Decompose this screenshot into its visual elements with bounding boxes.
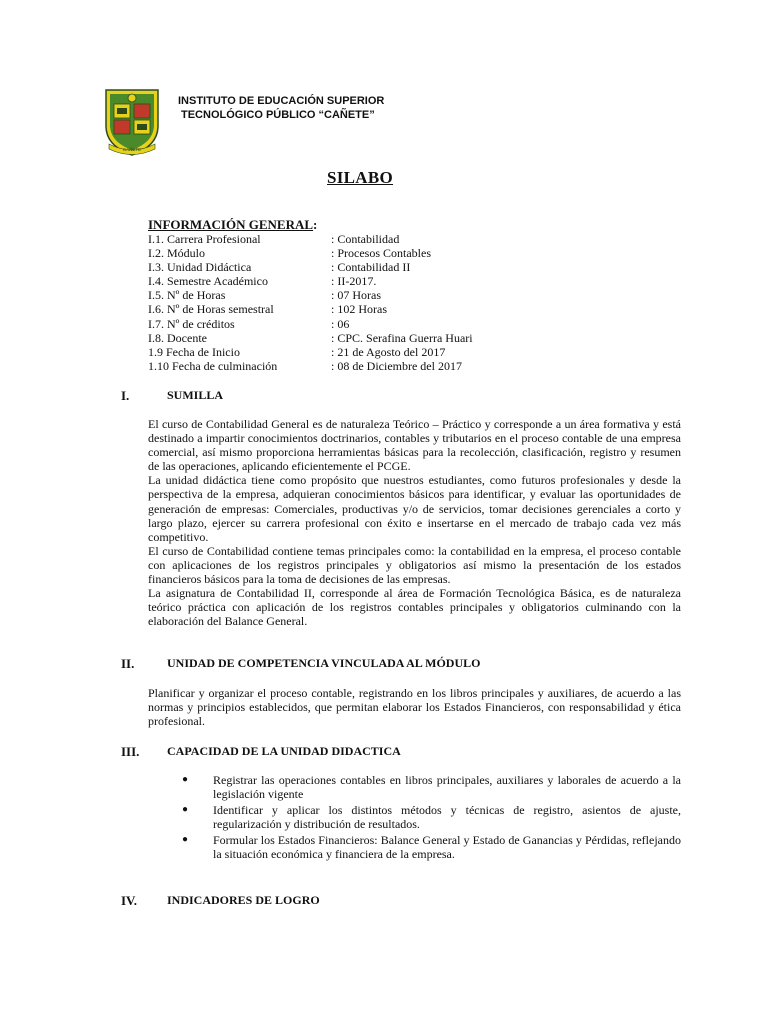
info-row <box>148 359 568 373</box>
info-value: : 102 Horas <box>331 302 387 317</box>
document-title: SILABO <box>327 168 394 187</box>
info-value: : 07 Horas <box>331 288 381 303</box>
institute-line-1: INSTITUTO DE EDUCACIÓN SUPERIOR <box>178 95 385 107</box>
list-item-text: Registrar las operaciones contables en libros principales, auxiliares y laborales de acuerdo a la legislación vigente <box>213 773 681 802</box>
list-item-text: Formular los Estados Financieros: Balance General y Estado de Ganancias y Pérdidas, reflejando la situación económica y financiera de la empresa. <box>213 833 681 862</box>
info-row <box>148 260 568 274</box>
info-row <box>148 317 568 331</box>
info-row <box>148 288 568 302</box>
paragraph: La unidad didáctica tiene como propósito que nuestros estudiantes, como futuros profesionales y desde la perspectiva de la empresa, adquieran conocimientos básicos para identificar, y evaluar las oportunidades de generación de empresas: Comerciales, productivas y/o de servicios, tomar decisiones gerenciales a corto y largo plazo, ejercer su carrera profesional con éxito e insertarse en el mercado de trabajo cada vez más competitivo. <box>148 473 681 544</box>
info-value: : 06 <box>331 316 350 331</box>
crest-motto: CAÑETE <box>122 147 142 152</box>
info-label: I.5. Nº de Horas <box>148 288 226 303</box>
list-item <box>182 833 681 862</box>
section-title: INDICADORES DE LOGRO <box>167 893 320 907</box>
section-number: I. <box>121 388 130 403</box>
list-item <box>182 773 681 802</box>
info-label: I.2. Módulo <box>148 246 205 261</box>
capacity-bullet-list <box>182 773 681 864</box>
info-heading <box>148 217 317 233</box>
info-label: 1.9 Fecha de Inicio <box>148 344 240 359</box>
paragraph: Planificar y organizar el proceso contable, registrando en los libros principales y auxiliares, de acuerdo a las normas y principios establecidos, que permitan elaborar los Estados Financieros, con responsabilidad y ética profesional. <box>148 686 681 729</box>
info-label: I.8. Docente <box>148 330 207 345</box>
info-value: : II-2017. <box>331 274 377 289</box>
info-value: : CPC. Serafina Guerra Huari <box>331 330 473 345</box>
section-title: UNIDAD DE COMPETENCIA VINCULADA AL MÓDULO <box>167 656 481 670</box>
list-item-text: Identificar y aplicar los distintos métodos y técnicas de registro, asientos de ajuste, regularización y distribución de resultados. <box>213 803 681 832</box>
info-label: 1.10 Fecha de culminación <box>148 358 278 373</box>
institute-line-2: TECNOLÓGICO PÚBLICO “CAÑETE” <box>181 109 375 121</box>
list-item <box>182 803 681 832</box>
section-title: CAPACIDAD DE LA UNIDAD DIDACTICA <box>167 744 401 758</box>
paragraph: El curso de Contabilidad General es de naturaleza Teórico – Práctico y corresponde a un área formativa y está destinado a impartir conocimientos doctrinarios, contables y tributarios en el proceso contable de una empresa comercial, así mismo proporciona herramientas básicas para la recolección, clasificación, registro y resumen de las operaciones, aplicando eficientemente el PCGE. <box>148 417 681 474</box>
section-competencia-body <box>148 686 681 728</box>
info-row <box>148 274 568 288</box>
info-label: I.1. Carrera Profesional <box>148 232 261 246</box>
info-row <box>148 331 568 345</box>
info-label: I.7. Nº de créditos <box>148 316 235 331</box>
bullet-icon: ● <box>182 834 189 846</box>
paragraph: El curso de Contabilidad contiene temas principales como: la contabilidad en la empresa, el proceso contable con aplicaciones de los registros principales y obligatorios así mismo la presentación de los estados financieros básicos para la toma de decisiones de las empresas. <box>148 543 681 587</box>
section-number: II. <box>121 656 135 671</box>
info-value: : Contabilidad <box>331 232 400 246</box>
info-value: : 21 de Agosto del 2017 <box>331 344 446 359</box>
info-row <box>148 232 568 246</box>
info-row <box>148 345 568 359</box>
section-title: SUMILLA <box>167 388 224 402</box>
bullet-icon: ● <box>182 804 189 816</box>
info-heading-text: INFORMACIÓN GENERAL <box>148 217 314 232</box>
institute-name <box>178 94 384 122</box>
paragraph: La asignatura de Contabilidad II, corresponde al área de Formación Tecnológica Básica, es de naturaleza teórico práctica con aplicación de los registros contables principales y obligatorios culminando con la elaboración del Balance General. <box>148 586 681 629</box>
info-value: : Contabilidad II <box>331 260 411 275</box>
general-info-list <box>148 232 568 373</box>
section-number: IV. <box>121 893 138 908</box>
info-value: : 08 de Diciembre del 2017 <box>331 358 462 373</box>
info-label: I.3. Unidad Didáctica <box>148 260 252 275</box>
info-label: I.6. Nº de Horas semestral <box>148 302 274 317</box>
info-row <box>148 302 568 316</box>
info-row <box>148 246 568 260</box>
section-sumilla-body <box>148 417 681 628</box>
info-label: I.4. Semestre Académico <box>148 274 268 289</box>
bullet-icon: ● <box>182 774 189 785</box>
section-number: III. <box>121 744 140 759</box>
info-heading-colon: : <box>313 217 318 232</box>
institute-crest-logo <box>103 86 161 158</box>
info-value: : Procesos Contables <box>331 246 431 261</box>
